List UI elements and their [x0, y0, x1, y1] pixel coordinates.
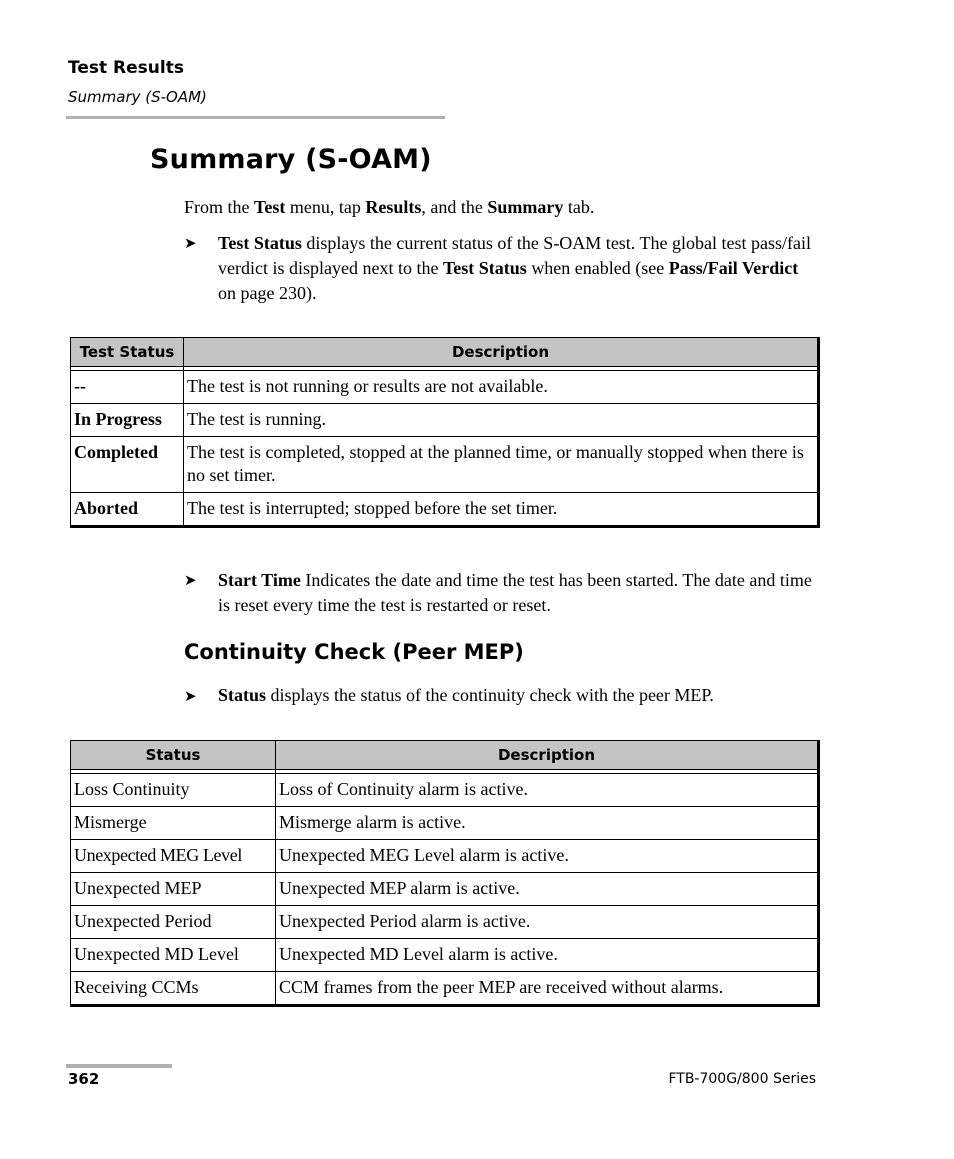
table-row [71, 906, 819, 939]
table-row [71, 939, 819, 972]
table-row [71, 972, 819, 1006]
status-cell: Mismerge [71, 807, 276, 840]
status-cell: In Progress [71, 404, 184, 437]
start-time-paragraph: Start Time Indicates the date and time the test has been started. The date and time is reset every time the test is restarted or reset. [218, 570, 812, 615]
table-row [71, 371, 819, 404]
description-cell: Unexpected Period alarm is active. [276, 906, 819, 939]
table-row [71, 840, 819, 873]
table-row [71, 437, 819, 493]
status-cell: Loss Continuity [71, 774, 276, 807]
description-cell: Unexpected MD Level alarm is active. [276, 939, 819, 972]
test-status-table [70, 337, 820, 528]
table-header-test-status: Test Status [71, 338, 184, 367]
status-cell: Unexpected MEP [71, 873, 276, 906]
table-row [71, 774, 819, 807]
description-cell: Loss of Continuity alarm is active. [276, 774, 819, 807]
status-cell: Receiving CCMs [71, 972, 276, 1006]
table-header-description: Description [184, 338, 819, 367]
continuity-status-table [70, 740, 820, 1007]
table-row [71, 873, 819, 906]
description-cell: The test is running. [184, 404, 819, 437]
bullet-arrow-icon: ➤ [184, 236, 197, 252]
status-cell: Aborted [71, 493, 184, 527]
table-row [71, 807, 819, 840]
status-cell: -- [71, 371, 184, 404]
bullet-arrow-icon: ➤ [184, 689, 197, 705]
bullet-arrow-icon: ➤ [184, 573, 197, 589]
table-header-description: Description [276, 741, 819, 770]
product-name: FTB-700G/800 Series [668, 1071, 816, 1087]
description-cell: The test is completed, stopped at the planned time, or manually stopped when there is no set timer. [184, 437, 819, 493]
footer-rule [66, 1064, 172, 1068]
running-header-title: Test Results [68, 58, 184, 78]
status-cell: Unexpected Period [71, 906, 276, 939]
status-cell: Completed [71, 437, 184, 493]
description-cell: The test is interrupted; stopped before the set timer. [184, 493, 819, 527]
status-cell: Unexpected MD Level [71, 939, 276, 972]
description-cell: Mismerge alarm is active. [276, 807, 819, 840]
page-title: Summary (S-OAM) [150, 144, 432, 175]
header-rule [66, 116, 445, 119]
description-cell: The test is not running or results are not available. [184, 371, 819, 404]
description-cell: CCM frames from the peer MEP are received without alarms. [276, 972, 819, 1006]
description-cell: Unexpected MEG Level alarm is active. [276, 840, 819, 873]
table-row [71, 404, 819, 437]
table-row [71, 493, 819, 527]
description-cell: Unexpected MEP alarm is active. [276, 873, 819, 906]
section-heading: Continuity Check (Peer MEP) [184, 640, 524, 664]
page-number: 362 [68, 1070, 100, 1088]
table-header-status: Status [71, 741, 276, 770]
status-paragraph: Status displays the status of the continuity check with the peer MEP. [218, 685, 714, 705]
status-cell: Unexpected MEG Level [71, 840, 276, 873]
test-status-paragraph: Test Status displays the current status of the S-OAM test. The global test pass/fail verdict is displayed next to the Test Status when enabled (see Pass/Fail Verdict on page 230). [218, 233, 811, 303]
intro-paragraph: From the Test menu, tap Results, and the Summary tab. [184, 197, 595, 217]
running-header-subtitle: Summary (S-OAM) [68, 88, 207, 106]
